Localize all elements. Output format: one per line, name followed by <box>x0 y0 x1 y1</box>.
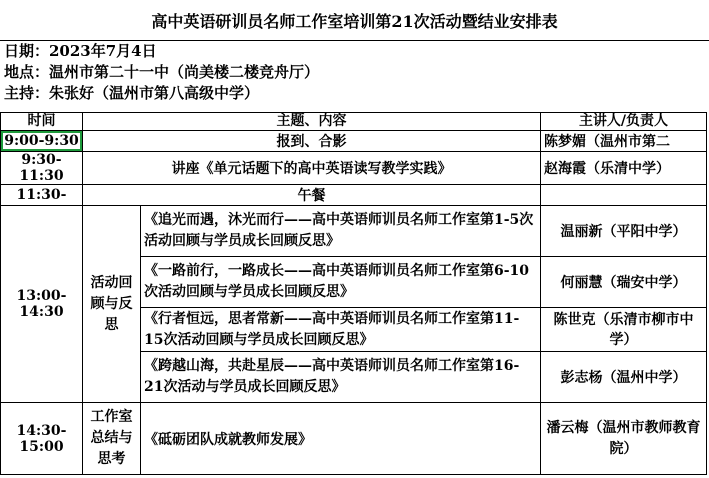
time-cell: 11:30- <box>1 185 83 206</box>
host-line: 主持：朱张好（温州市第八高级中学） <box>4 84 260 102</box>
time-cell: 9:30-11:30 <box>1 152 83 185</box>
speaker-cell: 温丽新（平阳中学） <box>541 206 707 257</box>
topic-cell: 《追光而遇，沐光而行——高中英语师训员名师工作室第1-5次活动回顾与学员成长回顾反思》 <box>141 206 541 257</box>
topic-cell: 《一路前行，一路成长——高中英语师训员名师工作室第6-10次活动回顾与学员成长回顾反思》 <box>141 257 541 308</box>
review-time-cell: 13:00- 14:30 <box>1 206 83 403</box>
schedule-table <box>0 112 707 475</box>
venue-line: 地点：温州市第二十一中（尚美楼二楼竞舟厅） <box>4 63 320 81</box>
date-line: 日期：2023年7月4日 <box>4 42 157 60</box>
table-row <box>1 403 707 475</box>
speaker-cell <box>541 185 707 206</box>
table-header-row <box>1 113 707 131</box>
header-time: 时间 <box>1 113 83 131</box>
review-category-cell: 活动回顾与反思 <box>83 206 141 403</box>
topic-cell: 《行者恒远，思者常新——高中英语师训员名师工作室第11-15次活动回顾与学员成长回顾反思》 <box>141 308 541 352</box>
table-row <box>1 131 707 152</box>
summary-time-cell: 14:30- 15:00 <box>1 403 83 475</box>
topic-cell: 讲座《单元话题下的高中英语读写教学实践》 <box>83 152 541 185</box>
table-row <box>1 185 707 206</box>
page-title: 高中英语研训员名师工作室培训第21次活动暨结业安排表 <box>0 0 709 41</box>
speaker-cell: 陈梦媚（温州市第二 <box>541 131 707 152</box>
header-speaker: 主讲人/负责人 <box>541 113 707 131</box>
table-row <box>1 206 707 257</box>
speaker-cell: 赵海霞（乐清中学） <box>541 152 707 185</box>
speaker-cell: 何丽慧（瑞安中学） <box>541 257 707 308</box>
topic-cell: 《砥砺团队成就教师发展》 <box>141 403 541 475</box>
table-row <box>1 152 707 185</box>
topic-cell: 午餐 <box>83 185 541 206</box>
time-cell[interactable]: 9:00-9:30 <box>1 131 83 152</box>
summary-category-cell: 工作室总结与思考 <box>83 403 141 475</box>
header-topic: 主题、内容 <box>83 113 541 131</box>
speaker-cell: 彭志杨（温州中学） <box>541 352 707 403</box>
topic-cell: 报到、合影 <box>83 131 541 152</box>
speaker-cell: 陈世克（乐清市柳市中学） <box>541 308 707 352</box>
topic-cell: 《跨越山海，共赴星辰——高中英语师训员名师工作室第16-21次活动与学员成长回顾反思》 <box>141 352 541 403</box>
speaker-cell: 潘云梅（温州市教师教育院） <box>541 403 707 475</box>
